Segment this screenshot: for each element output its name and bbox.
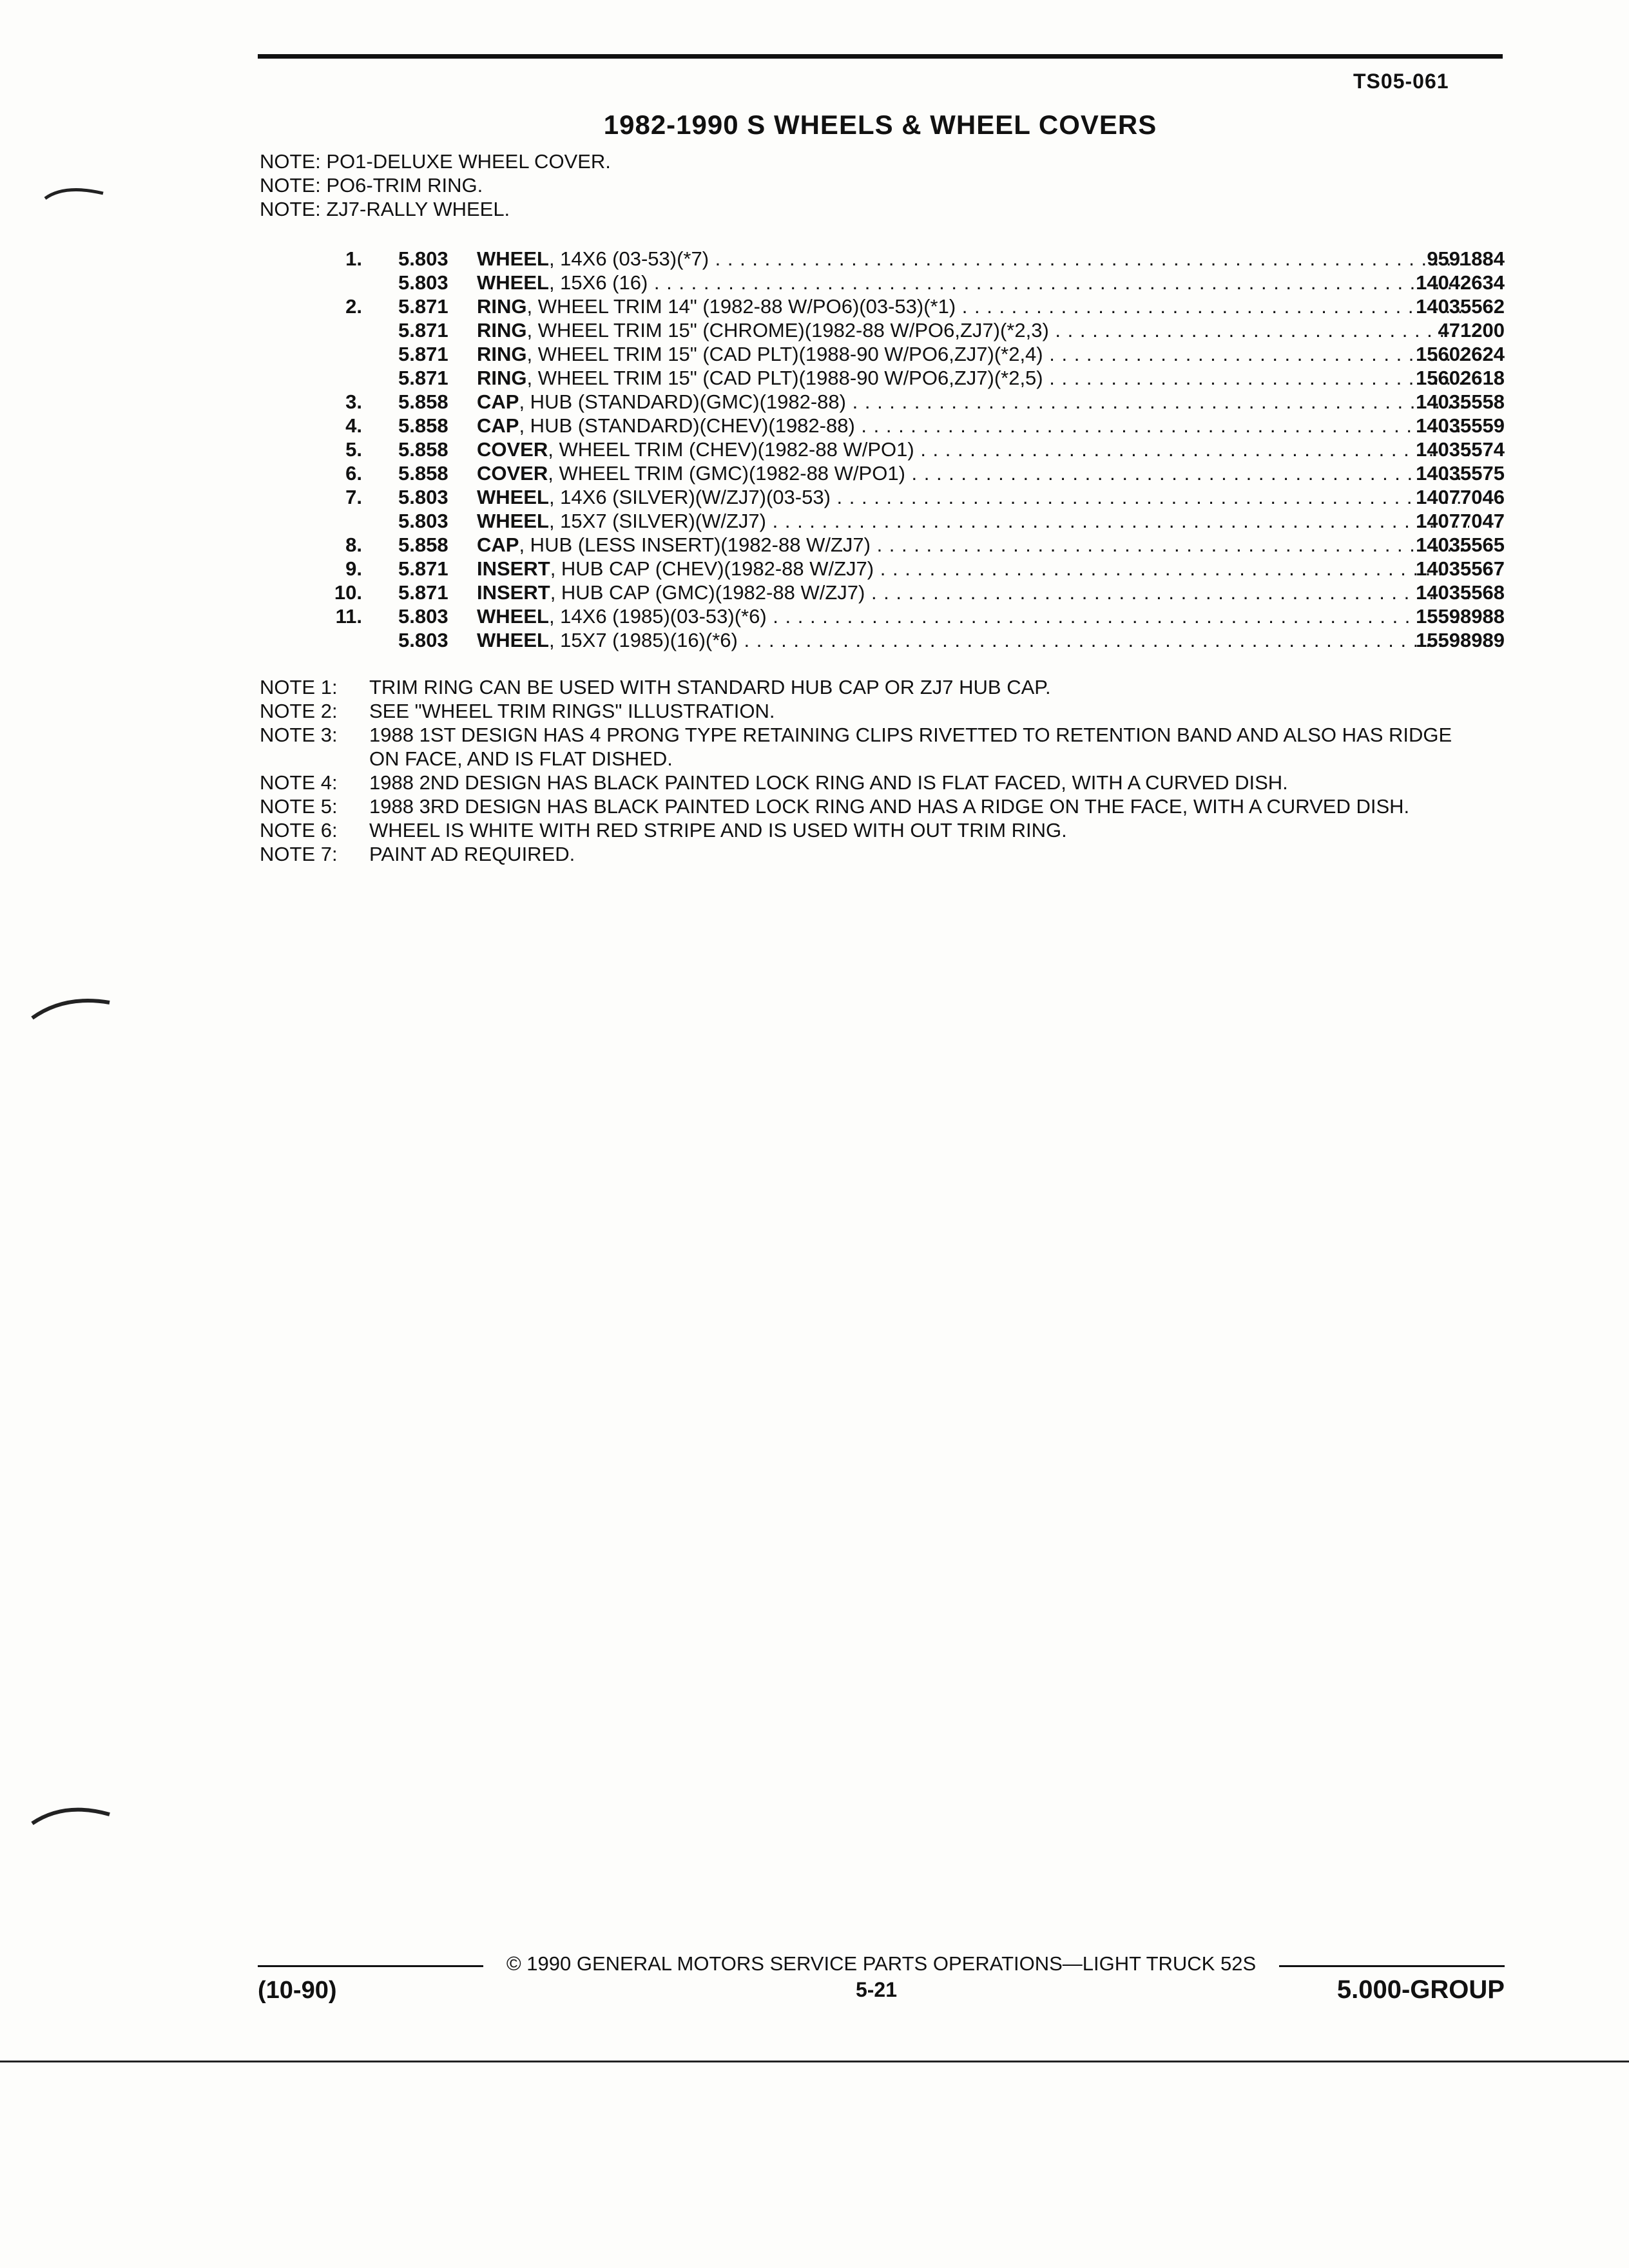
- part-number: 14035568: [1416, 581, 1505, 604]
- part-description: [477, 366, 1469, 390]
- part-detail: , HUB (STANDARD)(CHEV)(1982-88): [519, 414, 855, 437]
- part-row: [303, 294, 1505, 318]
- part-row: [303, 604, 1505, 628]
- footnote: [260, 723, 1484, 771]
- part-noun: INSERT: [477, 581, 550, 604]
- part-detail: , WHEEL TRIM 15" (CHROME)(1982-88 W/PO6,ZJ7)(*2,3): [526, 319, 1049, 341]
- part-number: 14042634: [1416, 271, 1505, 294]
- part-description: [477, 628, 1469, 652]
- part-row: [303, 533, 1505, 557]
- part-noun: WHEEL: [477, 629, 549, 651]
- group-number: 5.803: [398, 605, 448, 628]
- part-description: [477, 318, 1469, 342]
- item-number: 4.: [345, 414, 362, 437]
- part-noun: COVER: [477, 462, 548, 485]
- part-number: 471200: [1438, 319, 1505, 341]
- item-number: 11.: [335, 605, 362, 628]
- part-number: 14035567: [1416, 557, 1505, 580]
- group-number: 5.803: [398, 247, 448, 270]
- part-description: [477, 604, 1469, 628]
- part-description: [477, 557, 1469, 581]
- footnote-tag: NOTE 2:: [260, 700, 338, 722]
- footnote: [260, 699, 1484, 723]
- footnote-text: 1988 3RD DESIGN HAS BLACK PAINTED LOCK RING AND HAS A RIDGE ON THE FACE, WITH A CURVED DISH.: [369, 795, 1410, 818]
- item-number: 10.: [334, 581, 362, 604]
- scan-mark-icon: [26, 1798, 116, 1830]
- group-number: 5.871: [398, 557, 448, 580]
- part-noun: WHEEL: [477, 247, 549, 270]
- part-row: [303, 271, 1505, 294]
- part-noun: WHEEL: [477, 271, 549, 294]
- footnote-tag: NOTE 6:: [260, 819, 338, 841]
- part-description: [477, 533, 1469, 557]
- group-number: 5.858: [398, 390, 448, 413]
- group-number: 5.871: [398, 343, 448, 365]
- part-noun: WHEEL: [477, 486, 549, 508]
- group-number: 5.858: [398, 462, 448, 485]
- item-number: 8.: [345, 533, 362, 556]
- part-row: [303, 557, 1505, 581]
- part-detail: , WHEEL TRIM (GMC)(1982-88 W/PO1): [548, 462, 905, 485]
- document-code: TS05-061: [1353, 70, 1449, 93]
- item-number: 5.: [345, 438, 362, 461]
- footer-rule-left: [258, 1965, 483, 1967]
- footnote: [260, 842, 1484, 866]
- footnote-tag: NOTE 1:: [260, 676, 338, 698]
- footnote-text: WHEEL IS WHITE WITH RED STRIPE AND IS USED WITH OUT TRIM RING.: [369, 819, 1067, 841]
- part-detail: , 15X6 (16): [548, 271, 648, 294]
- page-title: 1982-1990 S WHEELS & WHEEL COVERS: [603, 110, 1157, 140]
- item-number: 7.: [345, 486, 362, 508]
- scan-mark-icon: [26, 992, 116, 1024]
- footnote: [260, 818, 1484, 842]
- part-detail: , 15X7 (1985)(16)(*6): [548, 629, 738, 651]
- page-number: 5-21: [855, 1978, 898, 2001]
- part-row: [303, 485, 1505, 509]
- part-noun: COVER: [477, 438, 548, 461]
- part-description: [477, 414, 1469, 437]
- part-number: 14035558: [1416, 390, 1505, 413]
- group-number: 5.871: [398, 581, 448, 604]
- part-number: 14035562: [1416, 295, 1505, 318]
- group-number: 5.871: [398, 295, 448, 318]
- part-description: [477, 294, 1469, 318]
- footnote-text: TRIM RING CAN BE USED WITH STANDARD HUB CAP OR ZJ7 HUB CAP.: [369, 676, 1051, 698]
- part-detail: , WHEEL TRIM (CHEV)(1982-88 W/PO1): [548, 438, 914, 461]
- scan-mark-icon: [39, 180, 116, 206]
- footnote-tag: NOTE 7:: [260, 843, 338, 865]
- part-description: [477, 271, 1469, 294]
- part-noun: INSERT: [477, 557, 550, 580]
- part-detail: , WHEEL TRIM 15" (CAD PLT)(1988-90 W/PO6,ZJ7)(*2,4): [526, 343, 1043, 365]
- group-code: 5.000-GROUP: [1336, 1975, 1505, 2004]
- part-number: 15598988: [1416, 605, 1505, 628]
- part-row: [303, 318, 1505, 342]
- part-description: [477, 437, 1469, 461]
- part-noun: WHEEL: [477, 510, 549, 532]
- group-number: 5.803: [398, 486, 448, 508]
- item-number: 3.: [345, 390, 362, 413]
- part-row: [303, 366, 1505, 390]
- group-number: 5.871: [398, 367, 448, 389]
- part-number: 14035565: [1416, 533, 1505, 556]
- footer-rule-right: [1279, 1965, 1505, 1967]
- part-detail: , 14X6 (1985)(03-53)(*6): [548, 605, 767, 628]
- footnote: [260, 771, 1484, 794]
- part-number: 14035575: [1416, 462, 1505, 485]
- group-number: 5.858: [398, 438, 448, 461]
- group-number: 5.858: [398, 414, 448, 437]
- part-detail: , 14X6 (SILVER)(W/ZJ7)(03-53): [548, 486, 831, 508]
- part-description: [477, 342, 1469, 366]
- part-row: [303, 247, 1505, 271]
- part-number: 15598989: [1416, 629, 1505, 651]
- group-number: 5.858: [398, 533, 448, 556]
- part-description: [477, 581, 1469, 604]
- part-description: [477, 509, 1469, 533]
- part-description: [477, 485, 1469, 509]
- part-noun: CAP: [477, 390, 519, 413]
- note-line: NOTE: PO1-DELUXE WHEEL COVER.: [260, 150, 611, 173]
- parts-list: [303, 247, 1505, 652]
- part-noun: RING: [477, 295, 527, 318]
- part-noun: RING: [477, 343, 527, 365]
- note-line: NOTE: PO6-TRIM RING.: [260, 174, 483, 197]
- part-noun: CAP: [477, 414, 519, 437]
- part-number: 14035559: [1416, 414, 1505, 437]
- group-number: 5.803: [398, 629, 448, 651]
- part-detail: , HUB (LESS INSERT)(1982-88 W/ZJ7): [519, 533, 871, 556]
- footnote-text: 1988 1ST DESIGN HAS 4 PRONG TYPE RETAINING CLIPS RIVETTED TO RETENTION BAND AND ALSO HAS RIDGE ON FACE, AND IS FLAT DISHED.: [369, 724, 1452, 770]
- group-number: 5.803: [398, 271, 448, 294]
- part-number: 9591884: [1427, 247, 1505, 270]
- top-rule: [258, 54, 1503, 59]
- part-number: 14077046: [1416, 486, 1505, 508]
- part-row: [303, 628, 1505, 652]
- part-description: [477, 461, 1469, 485]
- footnotes: [260, 675, 1484, 866]
- copyright-notice: © 1990 GENERAL MOTORS SERVICE PARTS OPERATIONS—LIGHT TRUCK 52S: [506, 1952, 1257, 1975]
- part-number: 15602624: [1416, 343, 1505, 365]
- footnote: [260, 794, 1484, 818]
- part-noun: WHEEL: [477, 605, 549, 628]
- part-description: [477, 247, 1469, 271]
- part-detail: , 14X6 (03-53)(*7): [548, 247, 709, 270]
- footnote-tag: NOTE 3:: [260, 724, 338, 746]
- part-row: [303, 581, 1505, 604]
- part-detail: , HUB CAP (CHEV)(1982-88 W/ZJ7): [550, 557, 874, 580]
- bottom-rule: [0, 2061, 1629, 2062]
- part-row: [303, 342, 1505, 366]
- part-noun: RING: [477, 319, 527, 341]
- footnote-text: SEE "WHEEL TRIM RINGS" ILLUSTRATION.: [369, 700, 775, 722]
- item-number: 9.: [345, 557, 362, 580]
- group-number: 5.803: [398, 510, 448, 532]
- footnote: [260, 675, 1484, 699]
- item-number: 1.: [345, 247, 362, 270]
- part-noun: CAP: [477, 533, 519, 556]
- footnote-text: 1988 2ND DESIGN HAS BLACK PAINTED LOCK RING AND IS FLAT FACED, WITH A CURVED DISH.: [369, 771, 1288, 794]
- item-number: 2.: [345, 295, 362, 318]
- group-number: 5.871: [398, 319, 448, 341]
- notes-list: [260, 149, 611, 221]
- part-detail: , WHEEL TRIM 14" (1982-88 W/PO6)(03-53)(*1): [526, 295, 956, 318]
- footnote-tag: NOTE 5:: [260, 795, 338, 818]
- part-detail: , 15X7 (SILVER)(W/ZJ7): [548, 510, 766, 532]
- part-noun: RING: [477, 367, 527, 389]
- part-number: 15602618: [1416, 367, 1505, 389]
- note-line: NOTE: ZJ7-RALLY WHEEL.: [260, 198, 510, 220]
- item-number: 6.: [345, 462, 362, 485]
- part-number: 14077047: [1416, 510, 1505, 532]
- part-row: [303, 461, 1505, 485]
- part-row: [303, 509, 1505, 533]
- part-detail: , WHEEL TRIM 15" (CAD PLT)(1988-90 W/PO6,ZJ7)(*2,5): [526, 367, 1043, 389]
- part-description: [477, 390, 1469, 414]
- part-number: 14035574: [1416, 438, 1505, 461]
- footnote-text: PAINT AD REQUIRED.: [369, 843, 575, 865]
- part-row: [303, 390, 1505, 414]
- part-row: [303, 414, 1505, 437]
- revision-date: (10-90): [258, 1977, 337, 2004]
- footnote-tag: NOTE 4:: [260, 771, 338, 794]
- part-detail: , HUB (STANDARD)(GMC)(1982-88): [519, 390, 846, 413]
- part-detail: , HUB CAP (GMC)(1982-88 W/ZJ7): [550, 581, 865, 604]
- part-row: [303, 437, 1505, 461]
